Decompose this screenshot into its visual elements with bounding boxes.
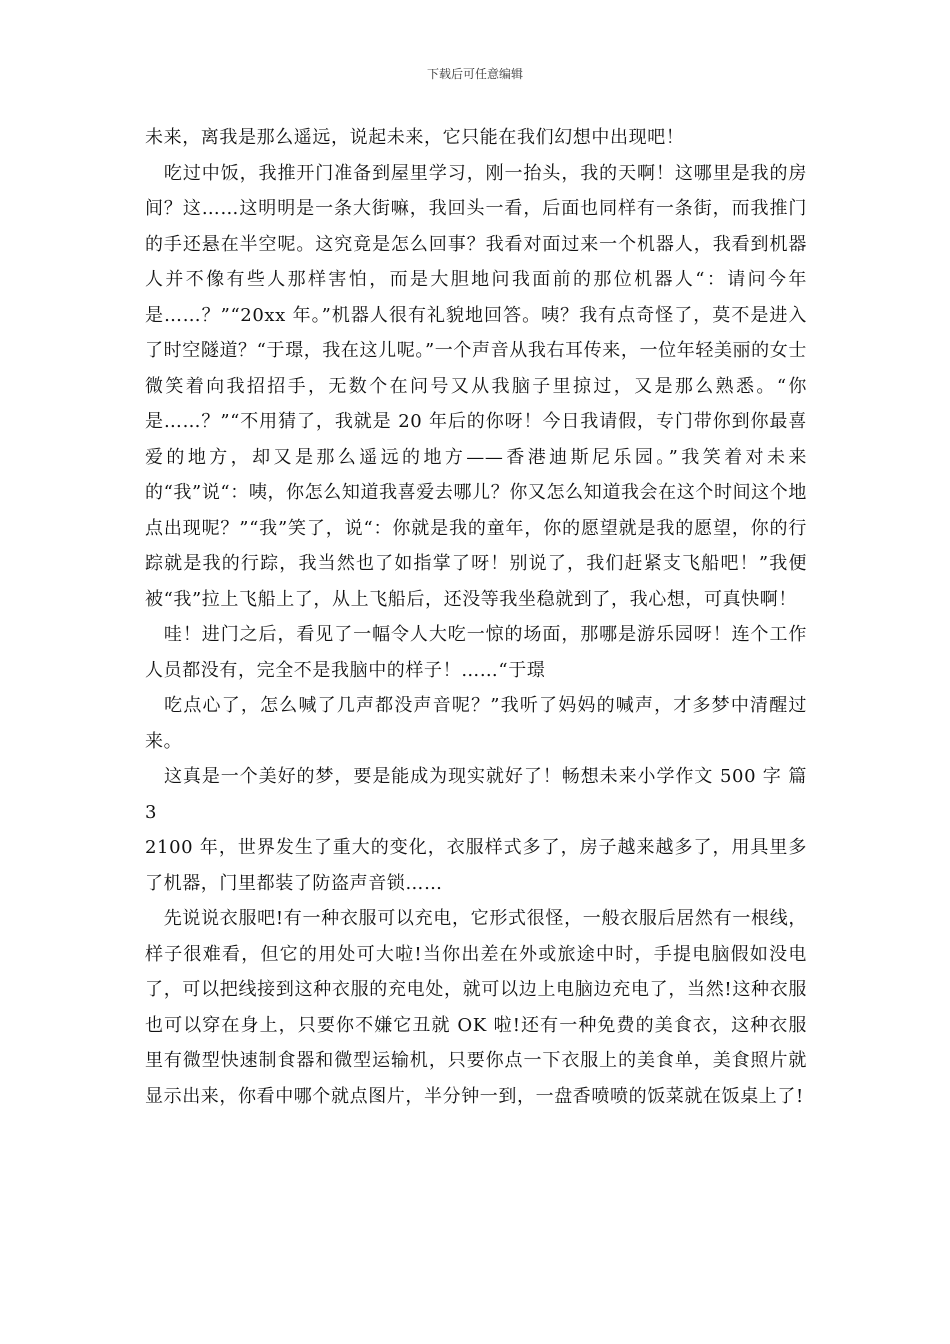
document-body <box>145 120 807 1114</box>
page-header-note: 下载后可任意编辑 <box>426 67 523 81</box>
paragraph-wake-up: 吃点心了，怎么喊了几声都没声音呢？”我听了妈妈的喊声，才多梦中清醒过来。 <box>145 695 807 752</box>
paragraph-year-2100: 2100 年，世界发生了重大的变化，衣服样式多了，房子越来越多了，用具里多了机器，门里都装了防盗声音锁…… <box>145 837 807 894</box>
paragraph-dream-end: 这真是一个美好的梦，要是能成为现实就好了！畅想未来小学作文 500 字 篇 3 <box>145 766 807 823</box>
paragraph-clothes: 先说说衣服吧!有一种衣服可以充电，它形式很怪，一般衣服后居然有一根线，样子很难看，但它的用处可大啦!当你出差在外或旅途中时，手提电脑假如没电了，可以把线接到这种衣服的充电处，就可以边上电脑边充电了，当然!这种衣服也可以穿在身上，只要你不嫌它丑就 OK 啦!还有一种免费的美食衣，这种衣服里有微型快速制食器和微型运输机，只要你点一下衣服上的美食单，美食照片就显示出来，你看中哪个就点图片，半分钟一到，一盘香喷喷的饭菜就在饭桌上了! <box>145 908 807 1107</box>
paragraph-amusement-park: 哇！进门之后，看见了一幅令人大吃一惊的场面，那哪是游乐园呀！连个工作人员都没有，完全不是我脑中的样子！……“于璟 <box>145 624 807 681</box>
paragraph-time-travel: 吃过中饭，我推开门准备到屋里学习，刚一抬头，我的天啊！这哪里是我的房间？这……这明明是一条大街嘛，我回头一看，后面也同样有一条街，而我推门的手还悬在半空呢。这究竟是怎么回事？我看对面过来一个机器人，我看到机器人并不像有些人那样害怕，而是大胆地问我面前的那位机器人“：请问今年是……？”“20xx 年。”机器人很有礼貌地回答。咦？我有点奇怪了，莫不是进入了时空隧道？“于璟，我在这儿呢。”一个声音从我右耳传来，一位年轻美丽的女士微笑着向我招招手，无数个在问号又从我脑子里掠过，又是那么熟悉。“你是……？”“不用猜了，我就是 20 年后的你呀！今日我请假，专门带你到你最喜爱的地方，却又是那么遥远的地方——香港迪斯尼乐园。”我笑着对未来的“我”说“：咦，你怎么知道我喜爱去哪儿？你又怎么知道我会在这个时间这个地点出现呢？”“我”笑了，说“：你就是我的童年，你的愿望就是我的愿望，你的行踪就是我的行踪，我当然也了如指掌了呀！别说了，我们赶紧支飞船吧！”我便被“我”拉上飞船上了，从上飞船后，还没等我坐稳就到了，我心想，可真快啊！ <box>145 162 807 610</box>
paragraph-intro: 未来，离我是那么遥远，说起未来，它只能在我们幻想中出现吧！ <box>145 127 685 148</box>
